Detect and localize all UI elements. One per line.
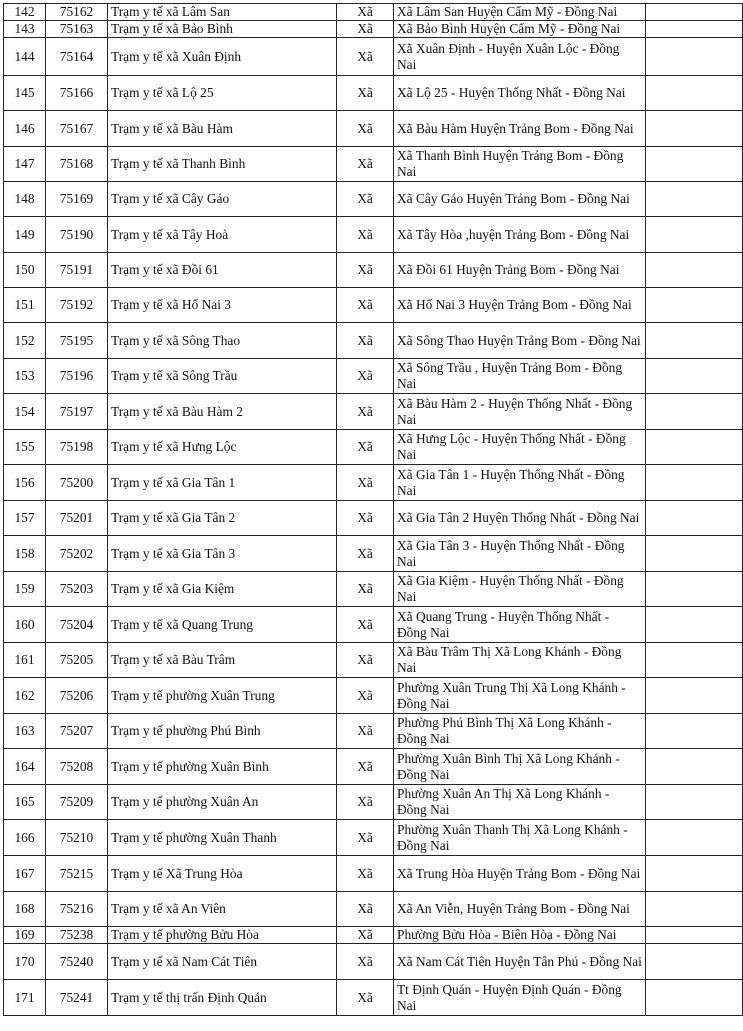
facility-type: Xã: [337, 892, 394, 927]
row-number: 142: [4, 4, 46, 21]
row-number: 147: [4, 147, 46, 182]
facility-name: Trạm y tế phường Phú Bình: [108, 714, 337, 749]
row-number: 169: [4, 927, 46, 944]
table-row: [4, 944, 743, 980]
table-row: [4, 980, 743, 1016]
facility-name: Trạm y tế Xã Trung Hòa: [108, 856, 337, 892]
facility-code: 75197: [46, 394, 108, 430]
facility-code: 75204: [46, 607, 108, 643]
table-row: [4, 785, 743, 820]
facility-address: Phường Phú Bình Thị Xã Long Khánh - Đồng Nai: [394, 714, 646, 749]
table-row: [4, 607, 743, 643]
row-number: 160: [4, 607, 46, 643]
facility-address: Xã Tây Hòa ,huyện Trảng Bom - Đồng Nai: [394, 217, 646, 253]
table-row: [4, 111, 743, 147]
table-row: [4, 714, 743, 749]
facility-code: 75190: [46, 217, 108, 253]
empty-cell: [646, 76, 743, 111]
empty-cell: [646, 217, 743, 253]
empty-cell: [646, 536, 743, 572]
table-row: [4, 927, 743, 944]
row-number: 161: [4, 643, 46, 678]
table-row: [4, 892, 743, 927]
facility-type: Xã: [337, 323, 394, 359]
row-number: 148: [4, 182, 46, 217]
facility-name: Trạm y tế xã Bảo Bình: [108, 21, 337, 38]
facility-address: Xã Gia Tân 2 Huyện Thống Nhất - Đồng Nai: [394, 501, 646, 536]
empty-cell: [646, 714, 743, 749]
facility-code: 75192: [46, 288, 108, 323]
row-number: 158: [4, 536, 46, 572]
facility-type: Xã: [337, 288, 394, 323]
facility-code: 75164: [46, 38, 108, 76]
facility-name: Trạm y tế xã Gia Tân 1: [108, 465, 337, 501]
facility-code: 75203: [46, 572, 108, 607]
row-number: 152: [4, 323, 46, 359]
facility-address: Xã Bảo Bình Huyện Cẩm Mỹ - Đồng Nai: [394, 21, 646, 38]
facility-address: Phường Xuân Bình Thị Xã Long Khánh - Đồng Nai: [394, 749, 646, 785]
facility-name: Trạm y tế phường Xuân Thanh: [108, 820, 337, 856]
facility-name: Trạm y tế thị trấn Định Quán: [108, 980, 337, 1016]
table-row: [4, 643, 743, 678]
row-number: 151: [4, 288, 46, 323]
facility-name: Trạm y tế xã Hố Nai 3: [108, 288, 337, 323]
facility-address: Xã Trung Hòa Huyện Trảng Bom - Đồng Nai: [394, 856, 646, 892]
facility-name: Trạm y tế xã Bàu Hàm: [108, 111, 337, 147]
empty-cell: [646, 430, 743, 465]
facility-name: Trạm y tế phường Xuân Bình: [108, 749, 337, 785]
facility-name: Trạm y tế xã Sông Thao: [108, 323, 337, 359]
empty-cell: [646, 4, 743, 21]
facility-type: Xã: [337, 572, 394, 607]
table-row: [4, 182, 743, 217]
facility-type: Xã: [337, 820, 394, 856]
facility-type: Xã: [337, 253, 394, 288]
row-number: 163: [4, 714, 46, 749]
facility-name: Trạm y tế phường Xuân An: [108, 785, 337, 820]
facility-code: 75198: [46, 430, 108, 465]
facility-address: Xã Gia Tân 1 - Huyện Thống Nhất - Đồng Nai: [394, 465, 646, 501]
facility-name: Trạm y tế xã Lộ 25: [108, 76, 337, 111]
facility-code: 75238: [46, 927, 108, 944]
empty-cell: [646, 21, 743, 38]
row-number: 170: [4, 944, 46, 980]
facility-name: Trạm y tế xã Cây Gáo: [108, 182, 337, 217]
empty-cell: [646, 465, 743, 501]
empty-cell: [646, 394, 743, 430]
table-body: [4, 4, 743, 1016]
facility-type: Xã: [337, 182, 394, 217]
facility-type: Xã: [337, 536, 394, 572]
facility-type: Xã: [337, 944, 394, 980]
table-row: [4, 288, 743, 323]
row-number: 150: [4, 253, 46, 288]
empty-cell: [646, 643, 743, 678]
facility-type: Xã: [337, 714, 394, 749]
table-row: [4, 217, 743, 253]
facility-address: Xã Hố Nai 3 Huyện Trảng Bom - Đồng Nai: [394, 288, 646, 323]
health-station-table: [3, 3, 743, 1016]
empty-cell: [646, 785, 743, 820]
facility-code: 75163: [46, 21, 108, 38]
facility-code: 75241: [46, 980, 108, 1016]
facility-type: Xã: [337, 927, 394, 944]
facility-code: 75169: [46, 182, 108, 217]
empty-cell: [646, 501, 743, 536]
facility-name: Trạm y tế xã Bàu Hàm 2: [108, 394, 337, 430]
facility-code: 75208: [46, 749, 108, 785]
facility-code: 75207: [46, 714, 108, 749]
row-number: 164: [4, 749, 46, 785]
facility-code: 75215: [46, 856, 108, 892]
facility-type: Xã: [337, 111, 394, 147]
facility-type: Xã: [337, 607, 394, 643]
facility-address: Xã Bàu Hàm Huyện Trảng Bom - Đồng Nai: [394, 111, 646, 147]
facility-address: Xã Đồi 61 Huyện Trảng Bom - Đồng Nai: [394, 253, 646, 288]
facility-type: Xã: [337, 38, 394, 76]
row-number: 155: [4, 430, 46, 465]
facility-code: 75168: [46, 147, 108, 182]
facility-name: Trạm y tế xã Đồi 61: [108, 253, 337, 288]
facility-address: Phường Xuân An Thị Xã Long Khánh - Đồng Nai: [394, 785, 646, 820]
facility-address: Tt Định Quán - Huyện Định Quán - Đồng Nai: [394, 980, 646, 1016]
facility-address: Xã Xuân Định - Huyện Xuân Lộc - Đồng Nai: [394, 38, 646, 76]
facility-type: Xã: [337, 147, 394, 182]
empty-cell: [646, 359, 743, 394]
facility-address: Phường Xuân Trung Thị Xã Long Khánh - Đồng Nai: [394, 678, 646, 714]
empty-cell: [646, 892, 743, 927]
row-number: 144: [4, 38, 46, 76]
facility-name: Trạm y tế xã An Viên: [108, 892, 337, 927]
empty-cell: [646, 323, 743, 359]
facility-address: Phường Xuân Thanh Thị Xã Long Khánh - Đồng Nai: [394, 820, 646, 856]
facility-address: Xã Lộ 25 - Huyện Thống Nhất - Đồng Nai: [394, 76, 646, 111]
table-row: [4, 678, 743, 714]
row-number: 153: [4, 359, 46, 394]
table-row: [4, 253, 743, 288]
facility-type: Xã: [337, 76, 394, 111]
row-number: 143: [4, 21, 46, 38]
facility-type: Xã: [337, 678, 394, 714]
facility-type: Xã: [337, 785, 394, 820]
row-number: 165: [4, 785, 46, 820]
facility-name: Trạm y tế phường Xuân Trung: [108, 678, 337, 714]
facility-address: Xã Bàu Trâm Thị Xã Long Khánh - Đồng Nai: [394, 643, 646, 678]
empty-cell: [646, 607, 743, 643]
facility-address: Xã Quang Trung - Huyện Thống Nhất - Đồng Nai: [394, 607, 646, 643]
facility-code: 75205: [46, 643, 108, 678]
facility-type: Xã: [337, 501, 394, 536]
empty-cell: [646, 572, 743, 607]
row-number: 149: [4, 217, 46, 253]
facility-address: Xã Hưng Lộc - Huyện Thống Nhất - Đồng Nai: [394, 430, 646, 465]
facility-code: 75206: [46, 678, 108, 714]
facility-code: 75166: [46, 76, 108, 111]
table-row: [4, 501, 743, 536]
table-row: [4, 394, 743, 430]
facility-code: 75210: [46, 820, 108, 856]
empty-cell: [646, 38, 743, 76]
facility-name: Trạm y tế xã Gia Tân 2: [108, 501, 337, 536]
table-row: [4, 572, 743, 607]
table-row: [4, 536, 743, 572]
empty-cell: [646, 182, 743, 217]
table-row: [4, 4, 743, 21]
facility-name: Trạm y tế xã Nam Cát Tiên: [108, 944, 337, 980]
facility-address: Phường Bửu Hòa - Biên Hòa - Đồng Nai: [394, 927, 646, 944]
facility-code: 75162: [46, 4, 108, 21]
facility-type: Xã: [337, 430, 394, 465]
table-row: [4, 749, 743, 785]
empty-cell: [646, 980, 743, 1016]
empty-cell: [646, 820, 743, 856]
facility-type: Xã: [337, 21, 394, 38]
facility-address: Xã Lâm San Huyện Cẩm Mỹ - Đồng Nai: [394, 4, 646, 21]
facility-type: Xã: [337, 749, 394, 785]
empty-cell: [646, 111, 743, 147]
facility-address: Xã Sông Trầu , Huyện Trảng Bom - Đồng Nai: [394, 359, 646, 394]
facility-address: Xã Gia Kiệm - Huyện Thống Nhất - Đồng Nai: [394, 572, 646, 607]
facility-address: Xã Nam Cát Tiên Huyện Tân Phú - Đồng Nai: [394, 944, 646, 980]
facility-address: Xã Cây Gáo Huyện Trảng Bom - Đồng Nai: [394, 182, 646, 217]
table-row: [4, 38, 743, 76]
facility-code: 75209: [46, 785, 108, 820]
empty-cell: [646, 856, 743, 892]
facility-name: Trạm y tế xã Sông Trầu: [108, 359, 337, 394]
facility-code: 75196: [46, 359, 108, 394]
row-number: 166: [4, 820, 46, 856]
facility-name: Trạm y tế xã Thanh Bình: [108, 147, 337, 182]
row-number: 159: [4, 572, 46, 607]
table-row: [4, 465, 743, 501]
empty-cell: [646, 927, 743, 944]
facility-name: Trạm y tế xã Xuân Định: [108, 38, 337, 76]
facility-code: 75240: [46, 944, 108, 980]
table-row: [4, 359, 743, 394]
table-row: [4, 430, 743, 465]
facility-code: 75167: [46, 111, 108, 147]
row-number: 154: [4, 394, 46, 430]
facility-type: Xã: [337, 980, 394, 1016]
row-number: 168: [4, 892, 46, 927]
facility-code: 75202: [46, 536, 108, 572]
row-number: 171: [4, 980, 46, 1016]
table-row: [4, 856, 743, 892]
facility-name: Trạm y tế xã Bàu Trâm: [108, 643, 337, 678]
facility-address: Xã An Viễn, Huyện Trảng Bom - Đồng Nai: [394, 892, 646, 927]
table-row: [4, 820, 743, 856]
facility-type: Xã: [337, 856, 394, 892]
facility-name: Trạm y tế xã Hưng Lộc: [108, 430, 337, 465]
facility-address: Xã Gia Tân 3 - Huyện Thống Nhất - Đồng Nai: [394, 536, 646, 572]
table-row: [4, 76, 743, 111]
facility-code: 75200: [46, 465, 108, 501]
empty-cell: [646, 253, 743, 288]
empty-cell: [646, 147, 743, 182]
facility-name: Trạm y tế xã Gia Tân 3: [108, 536, 337, 572]
row-number: 156: [4, 465, 46, 501]
facility-type: Xã: [337, 359, 394, 394]
facility-code: 75201: [46, 501, 108, 536]
facility-name: Trạm y tế xã Gia Kiệm: [108, 572, 337, 607]
table-row: [4, 147, 743, 182]
empty-cell: [646, 288, 743, 323]
facility-code: 75195: [46, 323, 108, 359]
facility-address: Xã Bàu Hàm 2 - Huyện Thống Nhất - Đồng Nai: [394, 394, 646, 430]
facility-code: 75191: [46, 253, 108, 288]
row-number: 145: [4, 76, 46, 111]
table-row: [4, 21, 743, 38]
facility-type: Xã: [337, 4, 394, 21]
facility-address: Xã Sông Thao Huyện Trảng Bom - Đồng Nai: [394, 323, 646, 359]
facility-type: Xã: [337, 394, 394, 430]
empty-cell: [646, 678, 743, 714]
empty-cell: [646, 749, 743, 785]
facility-address: Xã Thanh Bình Huyện Trảng Bom - Đồng Nai: [394, 147, 646, 182]
row-number: 167: [4, 856, 46, 892]
facility-name: Trạm y tế xã Quang Trung: [108, 607, 337, 643]
facility-type: Xã: [337, 643, 394, 678]
facility-code: 75216: [46, 892, 108, 927]
table-row: [4, 323, 743, 359]
row-number: 146: [4, 111, 46, 147]
facility-name: Trạm y tế phường Bửu Hòa: [108, 927, 337, 944]
facility-name: Trạm y tế xã Tây Hoà: [108, 217, 337, 253]
empty-cell: [646, 944, 743, 980]
facility-type: Xã: [337, 465, 394, 501]
row-number: 162: [4, 678, 46, 714]
facility-type: Xã: [337, 217, 394, 253]
facility-name: Trạm y tế xã Lâm San: [108, 4, 337, 21]
row-number: 157: [4, 501, 46, 536]
